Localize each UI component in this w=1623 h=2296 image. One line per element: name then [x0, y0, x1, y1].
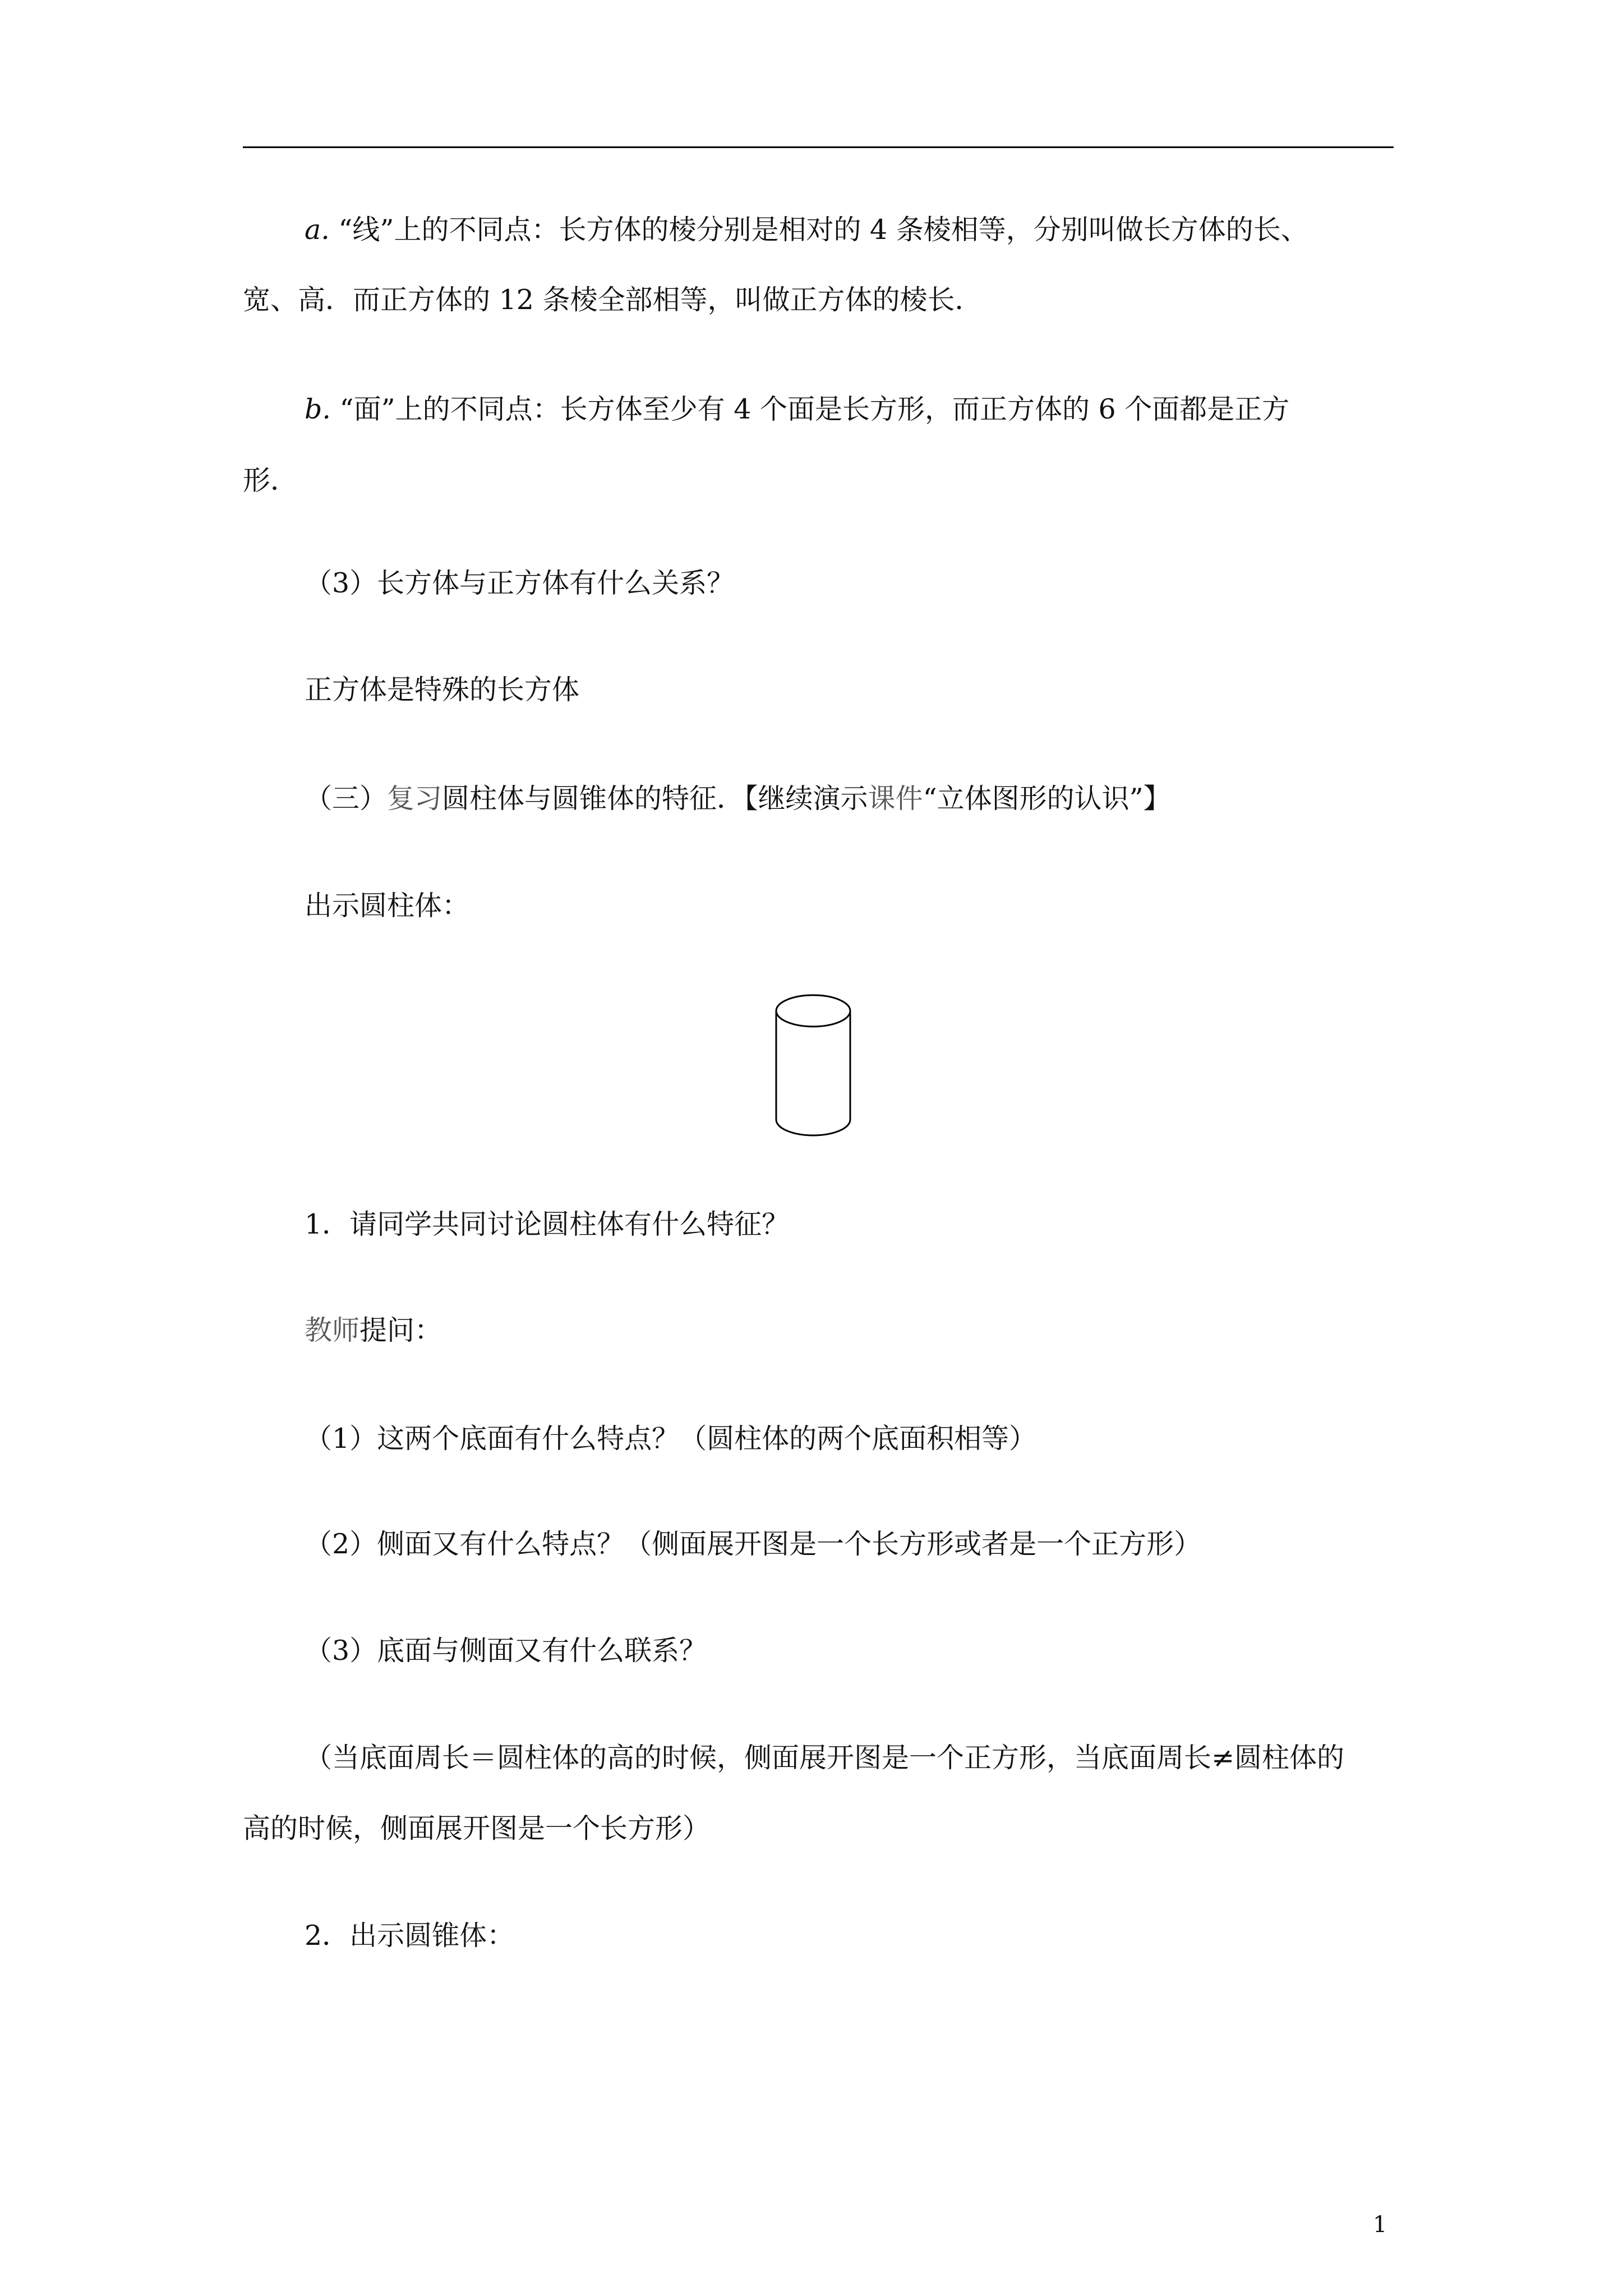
section-3-heading: [305, 782, 1171, 816]
para-a-text: “线”上的不同点：长方体的棱分别是相对的 4 条棱相等，分别叫做长方体的长、: [338, 214, 1308, 246]
para-a-line2: 宽、高．而正方体的 12 条棱全部相等，叫做正方体的棱长．: [243, 284, 983, 316]
para-a-marker: a.: [305, 214, 330, 246]
answer-relation: 正方体是特殊的长方体: [305, 674, 580, 706]
explanation-line2: 高的时候，侧面展开图是一个长方形）: [243, 1812, 711, 1844]
show-cylinder-label: 出示圆柱体：: [305, 890, 470, 922]
para-b-line1: [305, 393, 1289, 426]
page-number: 1: [1373, 2212, 1387, 2238]
cylinder-figure: [768, 986, 858, 1149]
item-2: 2．出示圆锥体：: [305, 1920, 515, 1952]
para-a-line1: [305, 213, 1308, 247]
para-b-marker: b.: [305, 393, 331, 425]
teacher-link[interactable]: 教师: [305, 1314, 360, 1346]
review-link[interactable]: 复习: [387, 783, 442, 815]
teacher-question-label: [305, 1314, 442, 1347]
para-b-line2: 形．: [243, 464, 298, 496]
item-1: 1．请同学共同讨论圆柱体有什么特征？: [305, 1208, 790, 1240]
section-3-text: 圆柱体与圆锥体的特征．【继续演示: [442, 783, 868, 815]
cylinder-top-ellipse: [776, 995, 850, 1027]
cylinder-bottom-arc: [776, 1120, 850, 1135]
section-3-number: （三）: [305, 783, 388, 815]
header-rule: [243, 146, 1394, 148]
teacher-question-text: 提问：: [359, 1314, 442, 1346]
courseware-title: “立体图形的认识”】: [923, 783, 1171, 815]
sub-question-2: （2）侧面又有什么特点？（侧面展开图是一个长方形或者是一个正方形）: [305, 1528, 1202, 1560]
para-b-text: “面”上的不同点：长方体至少有 4 个面是长方形，而正方体的 6 个面都是正方: [339, 393, 1290, 425]
question-relation: （3）长方体与正方体有什么关系？: [305, 567, 735, 599]
explanation-line1: （当底面周长＝圆柱体的高的时候，侧面展开图是一个正方形，当底面周长≠圆柱体的: [305, 1742, 1345, 1774]
sub-question-1: （1）这两个底面有什么特点？（圆柱体的两个底面积相等）: [305, 1423, 1037, 1455]
sub-question-3: （3）底面与侧面又有什么联系？: [305, 1635, 707, 1667]
courseware-link[interactable]: 课件: [868, 783, 923, 815]
